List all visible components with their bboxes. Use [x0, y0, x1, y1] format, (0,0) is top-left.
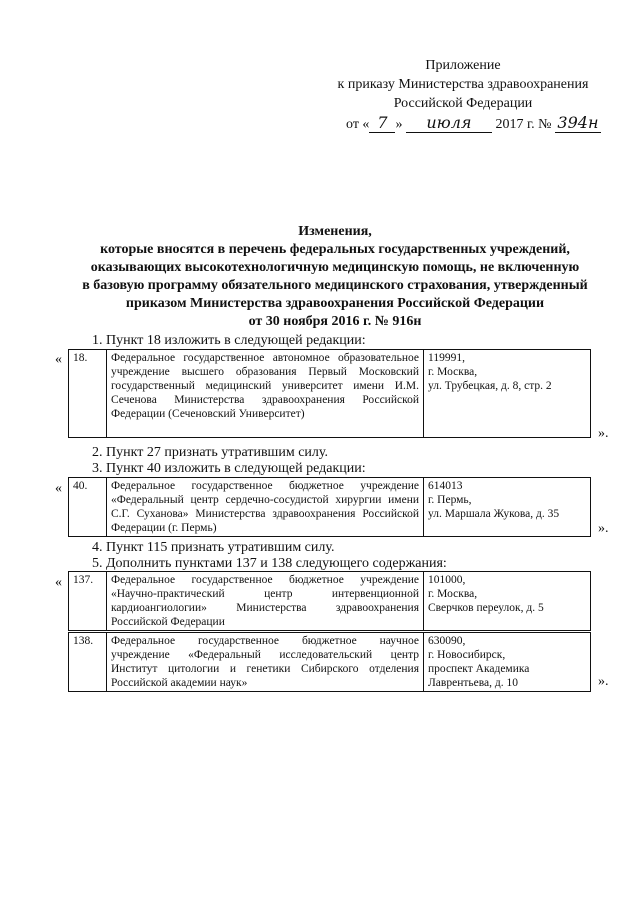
quote-close-18: ».: [598, 426, 609, 441]
quote-open-40: «: [55, 481, 62, 496]
institution-address: [424, 572, 591, 632]
address-line: 101000,: [428, 574, 466, 586]
address-line: 119991,: [428, 352, 465, 364]
institution-address: [424, 632, 591, 692]
address-line: проспект Академика: [428, 663, 530, 675]
address-line: ул. Трубецкая, д. 8, стр. 2: [428, 380, 552, 392]
row-number: 137.: [69, 572, 107, 632]
title-line: от 30 ноября 2016 г. № 916н: [248, 314, 422, 329]
address-line: г. Москва,: [428, 588, 478, 600]
date-mid: »: [395, 117, 403, 132]
title-line: Изменения,: [298, 224, 372, 239]
appendix-label: Приложение: [425, 58, 501, 73]
appendix-country: Российской Федерации: [393, 96, 533, 111]
row-number: 138.: [69, 632, 107, 692]
quote-open-18: «: [55, 352, 62, 367]
date-month-handwritten: июля: [406, 113, 492, 133]
document-title: [40, 223, 630, 331]
table-row: [69, 478, 591, 537]
address-line: ул. Маршала Жукова, д. 35: [428, 508, 560, 520]
quote-close-138: ».: [598, 674, 609, 689]
item-2: 2. Пункт 27 признать утратившим силу.: [92, 445, 328, 460]
item-5: 5. Дополнить пунктами 137 и 138 следующего содержания:: [92, 556, 447, 571]
title-line: в базовую программу обязательного медицинского страхования, утвержденный: [82, 278, 588, 293]
quote-open-137: «: [55, 575, 62, 590]
table-item-40: [68, 477, 591, 537]
date-year: 2017 г. №: [495, 117, 552, 132]
table-row: [69, 632, 591, 692]
institution-name: Федеральное государственное автономное образовательное учреждение высшего образования Первый Московский государственный медицинский университет имени И.М. Сеченова Министерства здравоохранения Российской Федерации (Сеченовский Университет): [107, 350, 424, 438]
order-number-handwritten: 394н: [555, 113, 601, 133]
item-3: 3. Пункт 40 изложить в следующей редакции:: [92, 461, 366, 476]
institution-name: Федеральное государственное бюджетное научное учреждение «Федеральный исследовательский центр Институт цитологии и генетики Сибирского отделения Российской академии наук»: [107, 632, 424, 692]
institution-name: Федеральное государственное бюджетное учреждение «Научно-практический центр интервенционной кардиоангиологии» Министерства здравоохранения Российской Федерации: [107, 572, 424, 632]
date-day-handwritten: 7: [369, 113, 395, 133]
title-line: которые вносятся в перечень федеральных государственных учреждений,: [100, 242, 570, 257]
row-number: 18.: [69, 350, 107, 438]
address-line: 630090,: [428, 635, 466, 647]
title-line: приказом Министерства здравоохранения Российской Федерации: [125, 296, 545, 311]
table-row: [69, 572, 591, 632]
date-prefix: от «: [346, 117, 370, 132]
appendix-date: [318, 113, 608, 134]
table-row: [69, 350, 591, 438]
address-line: г. Пермь,: [428, 494, 472, 506]
appendix-header: [318, 56, 608, 134]
address-line: г. Москва,: [428, 366, 478, 378]
table-items-137-138: [68, 571, 591, 692]
address-line: г. Новосибирск,: [428, 649, 506, 661]
address-line: 614013: [428, 480, 463, 492]
quote-close-40: ».: [598, 521, 609, 536]
item-1: 1. Пункт 18 изложить в следующей редакции:: [92, 333, 366, 348]
appendix-order-ref: к приказу Министерства здравоохранения: [337, 77, 589, 92]
address-line: Лаврентьева, д. 10: [428, 677, 518, 689]
table-item-18: [68, 349, 591, 438]
title-line: оказывающих высокотехнологичную медицинскую помощь, не включенную: [90, 260, 580, 275]
institution-address: [424, 478, 591, 537]
institution-name: Федеральное государственное бюджетное учреждение «Федеральный центр сердечно-сосудистой хирургии имени С.Г. Суханова» Министерства здравоохранения Российской Федерации (г. Пермь): [107, 478, 424, 537]
address-line: Сверчков переулок, д. 5: [428, 602, 544, 614]
item-4: 4. Пункт 115 признать утратившим силу.: [92, 540, 335, 555]
row-number: 40.: [69, 478, 107, 537]
institution-address: [424, 350, 591, 438]
